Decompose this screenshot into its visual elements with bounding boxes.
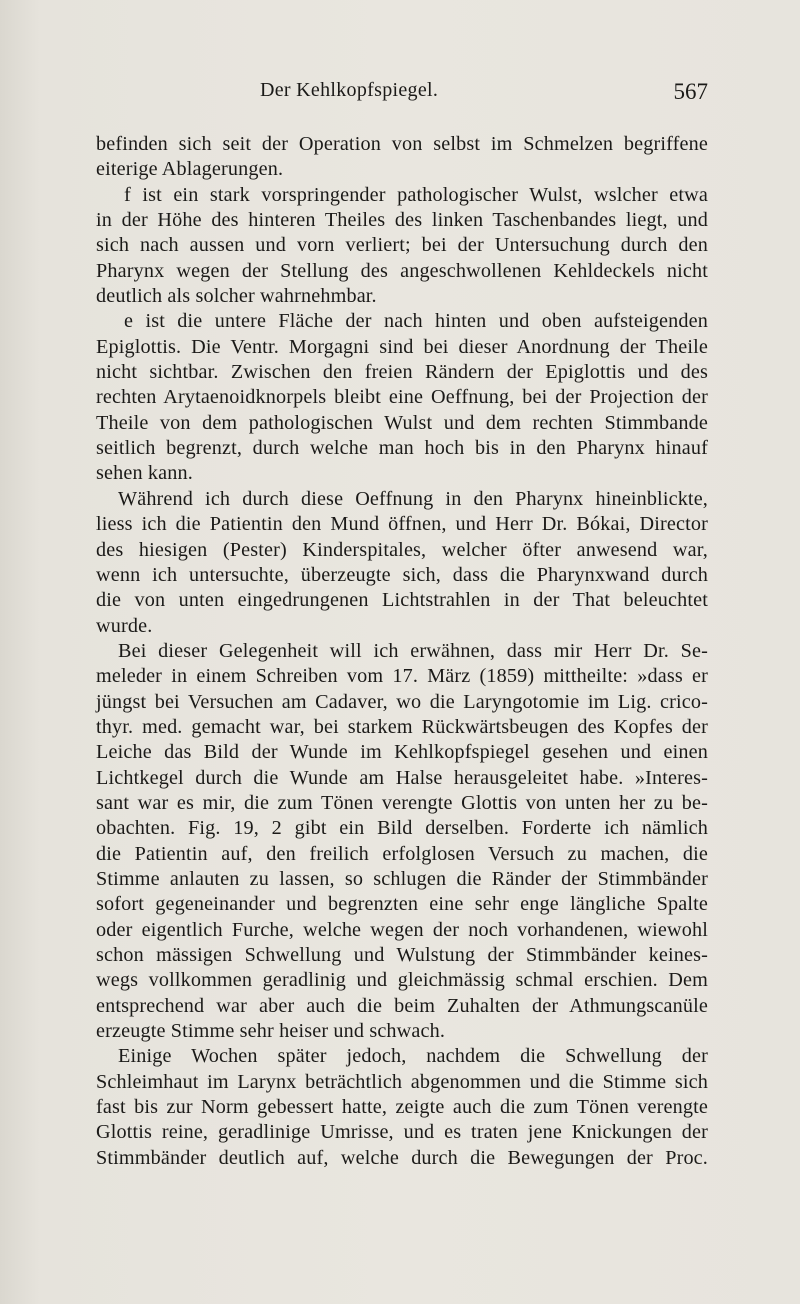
- text-line: nicht sichtbar. Zwischen den freien Rändern der Epiglottis und des: [96, 361, 708, 384]
- text-line: Stimme anlauten zu lassen, so schlugen die Ränder der Stimmbänder: [96, 867, 708, 890]
- text-line: fast bis zur Norm gebessert hatte, zeigte auch die zum Tönen verengte: [96, 1096, 708, 1119]
- text-line: schon mässigen Schwellung und Wulstung der Stimmbänder keines-: [96, 944, 708, 966]
- text-line: in der Höhe des hinteren Theiles des linken Taschenbandes liegt, und: [96, 209, 708, 232]
- text-line: Schleimhaut im Larynx beträchtlich abgenommen und die Stimme sich: [96, 1070, 708, 1093]
- text-line: f ist ein stark vorspringender pathologischer Wulst, wslcher etwa: [124, 183, 708, 206]
- text-line: oder eigentlich Furche, welche wegen der noch vorhandenen, wiewohl: [96, 918, 708, 941]
- text-line: Glottis reine, geradlinige Umrisse, und es traten jene Knickungen der: [96, 1121, 708, 1144]
- text-line: wurde.: [96, 614, 153, 637]
- text-line: Pharynx wegen der Stellung des angeschwollenen Kehldeckels nicht: [96, 259, 708, 282]
- text-line: jüngst bei Versuchen am Cadaver, wo die Laryngotomie im Lig. crico-: [96, 690, 708, 713]
- text-line: sant war es mir, die zum Tönen verengte Glottis von unten her zu be-: [96, 791, 708, 814]
- body-text: [96, 132, 708, 1171]
- text-line: befinden sich seit der Operation von selbst im Schmelzen begriffene: [96, 133, 708, 155]
- running-head-title: Der Kehlkopfspiegel.: [260, 79, 439, 101]
- text-line: die von unten eingedrungenen Lichtstrahlen in der That beleuchtet: [96, 589, 708, 612]
- text-line: thyr. med. gemacht war, bei starkem Rückwärtsbeugen des Kopfes der: [96, 715, 708, 738]
- text-line: e ist die untere Fläche der nach hinten und oben aufsteigenden: [124, 310, 708, 333]
- text-line: meleder in einem Schreiben vom 17. März (1859) mittheilte: »dass er: [96, 665, 708, 688]
- text-line: liess ich die Patientin den Mund öffnen, und Herr Dr. Bókai, Director: [96, 513, 708, 536]
- text-line: rechten Arytaenoidknorpels bleibt eine Oeffnung, bei der Projection der: [96, 386, 708, 409]
- running-head: [96, 79, 708, 111]
- text-line: wenn ich untersuchte, überzeugte sich, dass die Pharynxwand durch: [96, 563, 708, 586]
- text-line: eiterige Ablagerungen.: [96, 158, 284, 181]
- text-line: sofort gegeneinander und begrenzten eine sehr enge längliche Spalte: [96, 893, 708, 916]
- text-line: Bei dieser Gelegenheit will ich erwähnen, dass mir Herr Dr. Se-: [118, 639, 708, 662]
- text-line: deutlich als solcher wahrnehmbar.: [96, 285, 377, 308]
- text-line: Stimmbänder deutlich auf, welche durch die Bewegungen der Proc.: [96, 1146, 708, 1169]
- text-line: des hiesigen (Pester) Kinderspitales, welcher öfter anwesend war,: [96, 538, 708, 561]
- text-line: obachten. Fig. 19, 2 gibt ein Bild derselben. Forderte ich nämlich: [96, 817, 708, 840]
- text-line: erzeugte Stimme sehr heiser und schwach.: [96, 1020, 446, 1043]
- text-line: Während ich durch diese Oeffnung in den Pharynx hineinblickte,: [118, 487, 708, 510]
- text-line: die Patientin auf, den freilich erfolglosen Versuch zu machen, die: [96, 842, 708, 865]
- text-line: Lichtkegel durch die Wunde am Halse herausgeleitet habe. »Interes-: [96, 766, 708, 789]
- page-number: 567: [673, 79, 708, 104]
- text-line: sehen kann.: [96, 462, 193, 485]
- text-line: sich nach aussen und vorn verliert; bei der Untersuchung durch den: [96, 234, 708, 257]
- text-line: entsprechend war aber auch die beim Zuhalten der Athmungscanüle: [96, 994, 708, 1017]
- text-line: Leiche das Bild der Wunde im Kehlkopfspiegel gesehen und einen: [96, 741, 708, 764]
- text-line: Epiglottis. Die Ventr. Morgagni sind bei dieser Anordnung der Theile: [96, 335, 708, 358]
- text-line: seitlich begrenzt, durch welche man hoch bis in den Pharynx hinauf: [96, 437, 708, 460]
- text-line: Theile von dem pathologischen Wulst und dem rechten Stimmbande: [96, 411, 708, 434]
- text-line: wegs vollkommen geradlinig und gleichmässig schmal erschien. Dem: [96, 969, 708, 992]
- text-line: Einige Wochen später jedoch, nachdem die Schwellung der: [118, 1045, 708, 1068]
